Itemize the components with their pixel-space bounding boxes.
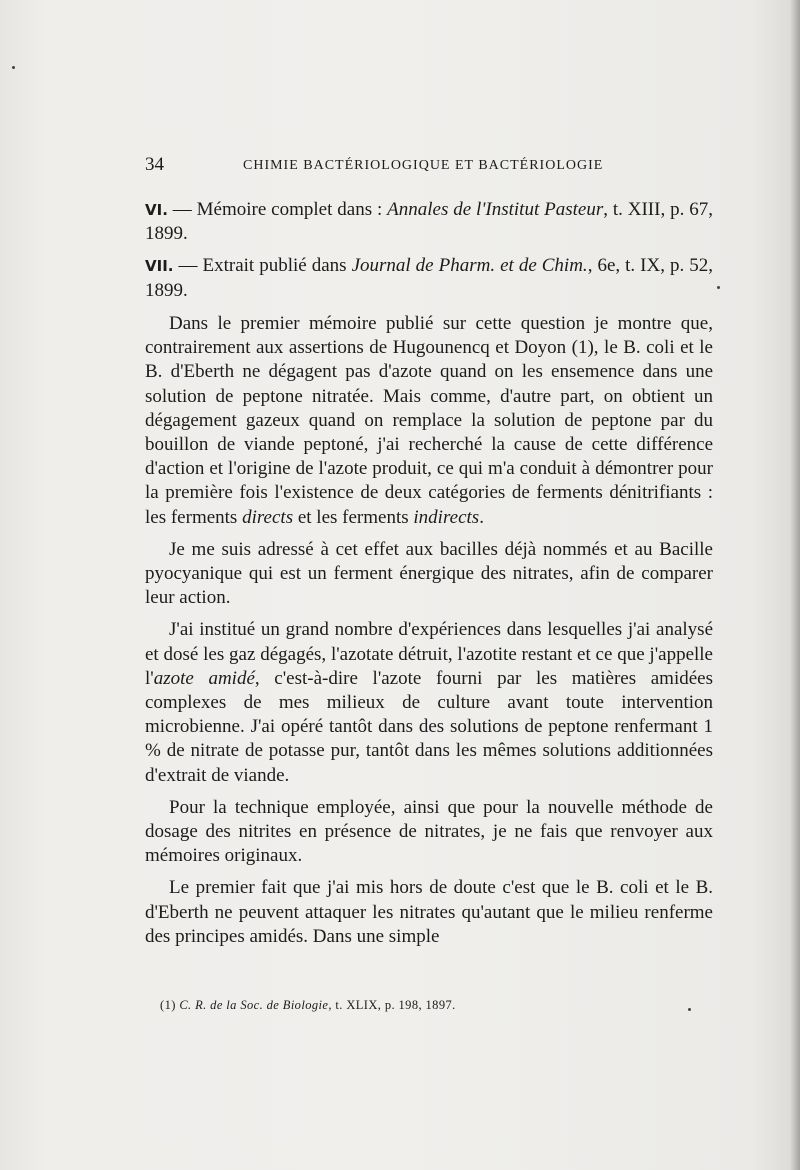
paragraph: J'ai institué un grand nombre d'expériences dans lesquelles j'ai analysé et dosé les gaz dégagés, l'azotate détruit, l'azotite restant et ce que j'appelle l'azote amidé, c'est-à-dire l'azote fourni par les matières amidées complexes de mes milieux de culture avant toute intervention microbienne. J'ai opéré tantôt dans des solutions de peptone renfermant 1 % de nitrate de potasse pur, tantôt dans les mêmes solutions additionnées d'extrait de viande. (145, 619, 713, 786)
dust-speck (12, 66, 15, 69)
paragraph: Le premier fait que j'ai mis hors de doute c'est que le B. coli et le B. d'Eberth ne peuvent attaquer les nitrates qu'autant que le milieu renferme des principes amidés. Dans une simple (145, 877, 713, 947)
dust-speck (717, 286, 720, 289)
journal-title: Annales de l'Institut Pasteur (387, 199, 604, 220)
paragraph: Dans le premier mémoire publié sur cette question je montre que, contrairement aux assertions de Hugounencq et Doyon (1), le B. coli et le B. d'Eberth ne dégagent pas d'azote quand on les ensemence dans une solution de peptone nitratée. Mais comme, d'autre part, on obtient un dégagement gazeux quand on remplace la solution de peptone par du bouillon de viande peptoné, j'ai recherché la cause de cette différence d'action et l'origine de l'azote produit, ce qui m'a conduit à démontrer pour la première fois l'existence de deux catégories de ferments dénitrifiants : les ferments directs et les ferments indirects. (145, 313, 713, 528)
publication-entry: VII. — Extrait publié dans Journal de Pharm. et de Chim., 6e, t. IX, p. 52, 1899. (145, 255, 713, 301)
page-edge-shadow (790, 0, 800, 1170)
footnote (160, 998, 720, 1013)
footnote-marker: (1) (160, 998, 176, 1012)
publication-number: VII. (145, 257, 174, 276)
body-text (145, 312, 713, 957)
dust-speck (688, 1008, 691, 1011)
header-title: CHIMIE BACTÉRIOLOGIQUE ET BACTÉRIOLOGIE (243, 158, 604, 173)
paragraph: Pour la technique employée, ainsi que pour la nouvelle méthode de dosage des nitrites en présence de nitrates, je ne fais que renvoyer aux mémoires originaux. (145, 796, 713, 867)
footnote-source: C. R. de la Soc. de Biologie (179, 998, 329, 1012)
publication-list (145, 198, 713, 311)
journal-title: Journal de Pharm. et de Chim. (351, 255, 588, 277)
publication-number: VI. (145, 201, 168, 219)
page-number: 34 (145, 154, 164, 175)
running-header (145, 154, 713, 178)
publication-entry: VI. — Mémoire complet dans : Annales de l'Institut Pasteur, t. XIII, p. 67, 1899. (145, 199, 713, 245)
paragraph: Je me suis adressé à cet effet aux bacilles déjà nommés et au Bacille pyocyanique qui est un ferment énergique des nitrates, afin de comparer leur action. (145, 538, 713, 609)
footnote-rest: , t. XLIX, p. 198, 1897. (328, 998, 456, 1012)
